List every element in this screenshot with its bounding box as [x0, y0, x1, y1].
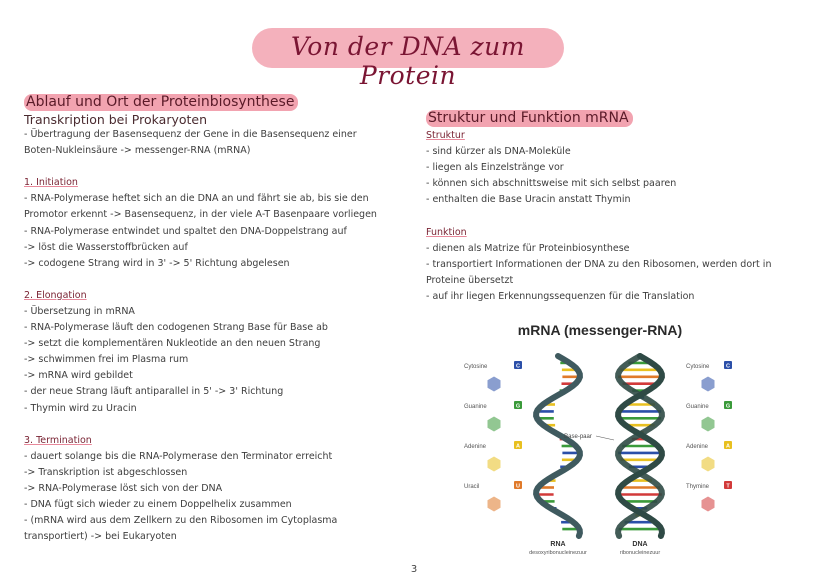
- base-code-letter: T: [726, 483, 730, 490]
- rna-helix: [536, 356, 580, 536]
- backbone-strand: [536, 356, 580, 536]
- base-molecule-icon: [702, 457, 714, 471]
- list-item: - transportiert Informationen der DNA zu den Ribosomen, werden dort in: [426, 258, 772, 270]
- base-molecule-icon: [488, 377, 500, 391]
- list-item: - RNA-Polymerase heftet sich an die DNA an und fährt sie ab, bis sie den: [24, 193, 369, 205]
- dna-label: DNA: [632, 541, 648, 548]
- list-item: -> Transkription ist abgeschlossen: [24, 466, 188, 478]
- base-name-label: Cytosine: [686, 364, 710, 370]
- page-title: Von der DNA zum Protein: [291, 32, 525, 90]
- dna-helix: [618, 356, 662, 536]
- list-item: - dienen als Matrize für Proteinbiosynthese: [426, 242, 630, 254]
- right-column: [426, 110, 806, 305]
- intro-line: - Übertragung der Basensequenz der Gene in die Basensequenz einer: [24, 129, 357, 141]
- pair-label: Base-paar: [564, 434, 592, 440]
- list-item: - dauert solange bis die RNA-Polymerase den Terminator erreicht: [24, 450, 333, 462]
- section-termination-title: 3. Termination: [24, 434, 92, 446]
- title-banner: [252, 24, 564, 90]
- section-function-title: Funktion: [426, 226, 467, 238]
- intro-line: Boten-Nukleinsäure -> messenger-RNA (mRNA): [24, 145, 251, 157]
- list-item: Proteine übersetzt: [426, 274, 514, 286]
- list-item: -> RNA-Polymerase löst sich von der DNA: [24, 482, 223, 494]
- list-item: - können sich abschnittsweise mit sich selbst paaren: [426, 178, 677, 190]
- list-item: - RNA-Polymerase läuft den codogenen Strang Base für Base ab: [24, 322, 328, 334]
- left-column: [24, 94, 409, 545]
- base-code-letter: U: [516, 483, 520, 490]
- left-heading: Ablauf und Ort der Proteinbiosynthese: [24, 94, 298, 111]
- list-item: - der neue Strang läuft antiparallel in 5' -> 3' Richtung: [24, 386, 284, 398]
- list-item: - Thymin wird zu Uracin: [24, 402, 137, 414]
- base-molecule-icon: [702, 417, 714, 431]
- section-structure-title: Struktur: [426, 130, 465, 142]
- list-item: - sind kürzer als DNA-Moleküle: [426, 146, 571, 158]
- list-item: - auf ihr liegen Erkennungssequenzen für die Translation: [426, 290, 695, 302]
- base-molecule-icon: [702, 377, 714, 391]
- base-name-label: Adenine: [686, 444, 709, 450]
- list-item: - DNA fügt sich wieder zu einem Doppelhelix zusammen: [24, 498, 292, 510]
- base-name-label: Thymine: [686, 484, 710, 490]
- right-heading: Struktur und Funktion mRNA: [426, 110, 633, 127]
- base-code-letter: A: [726, 443, 730, 450]
- base-code-letter: A: [516, 443, 520, 450]
- list-item: -> schwimmen frei im Plasma rum: [24, 354, 189, 366]
- list-item: - enthalten die Base Uracin anstatt Thymin: [426, 194, 631, 206]
- base-molecule-icon: [488, 497, 500, 511]
- dna-sublabel: ribonucleinezuur: [619, 550, 661, 556]
- list-item: - Übersetzung in mRNA: [24, 305, 135, 317]
- list-item: -> setzt die komplementären Nukleotide an den neuen Strang: [24, 338, 321, 350]
- base-name-label: Adenine: [464, 444, 487, 450]
- base-name-label: Uracil: [464, 484, 480, 490]
- base-molecule-icon: [702, 497, 714, 511]
- list-item: -> mRNA wird gebildet: [24, 370, 133, 382]
- rna-sublabel: desoxyribonucleinezuur: [529, 550, 587, 556]
- base-name-label: Guanine: [464, 404, 487, 410]
- list-item: - RNA-Polymerase entwindet und spaltet den DNA-Doppelstrang auf: [24, 225, 347, 237]
- right-base-legend: [686, 361, 732, 511]
- base-molecule-icon: [488, 457, 500, 471]
- figure-title: mRNA (messenger-RNA): [517, 322, 683, 338]
- pair-pointer: [596, 436, 614, 440]
- list-item: - (mRNA wird aus dem Zellkern zu den Ribosomen im Cytoplasma: [24, 515, 338, 527]
- list-item: -> löst die Wasserstoffbrücken auf: [24, 241, 188, 253]
- left-subheading: Transkription bei Prokaryoten: [24, 112, 208, 128]
- section-initiation-title: 1. Initiation: [24, 177, 78, 189]
- base-molecule-icon: [488, 417, 500, 431]
- base-name-label: Cytosine: [464, 364, 488, 370]
- list-item: transportiert) -> bei Eukaryoten: [24, 531, 177, 543]
- list-item: - liegen als Einzelstränge vor: [426, 162, 564, 174]
- base-code-letter: C: [516, 363, 520, 370]
- base-code-letter: G: [515, 403, 521, 410]
- rna-label: RNA: [550, 541, 566, 548]
- list-item: Promotor erkennt -> Basensequenz, in der viele A-T Basenpaare vorliegen: [24, 209, 377, 221]
- base-code-letter: G: [725, 403, 731, 410]
- mrna-dna-figure: [462, 348, 752, 560]
- left-base-legend: [464, 361, 522, 511]
- page-number: 3: [410, 564, 418, 575]
- base-code-letter: C: [726, 363, 730, 370]
- section-elongation-title: 2. Elongation: [24, 289, 87, 301]
- base-name-label: Guanine: [686, 404, 709, 410]
- list-item: -> codogene Strang wird in 3' -> 5' Richtung abgelesen: [24, 257, 290, 269]
